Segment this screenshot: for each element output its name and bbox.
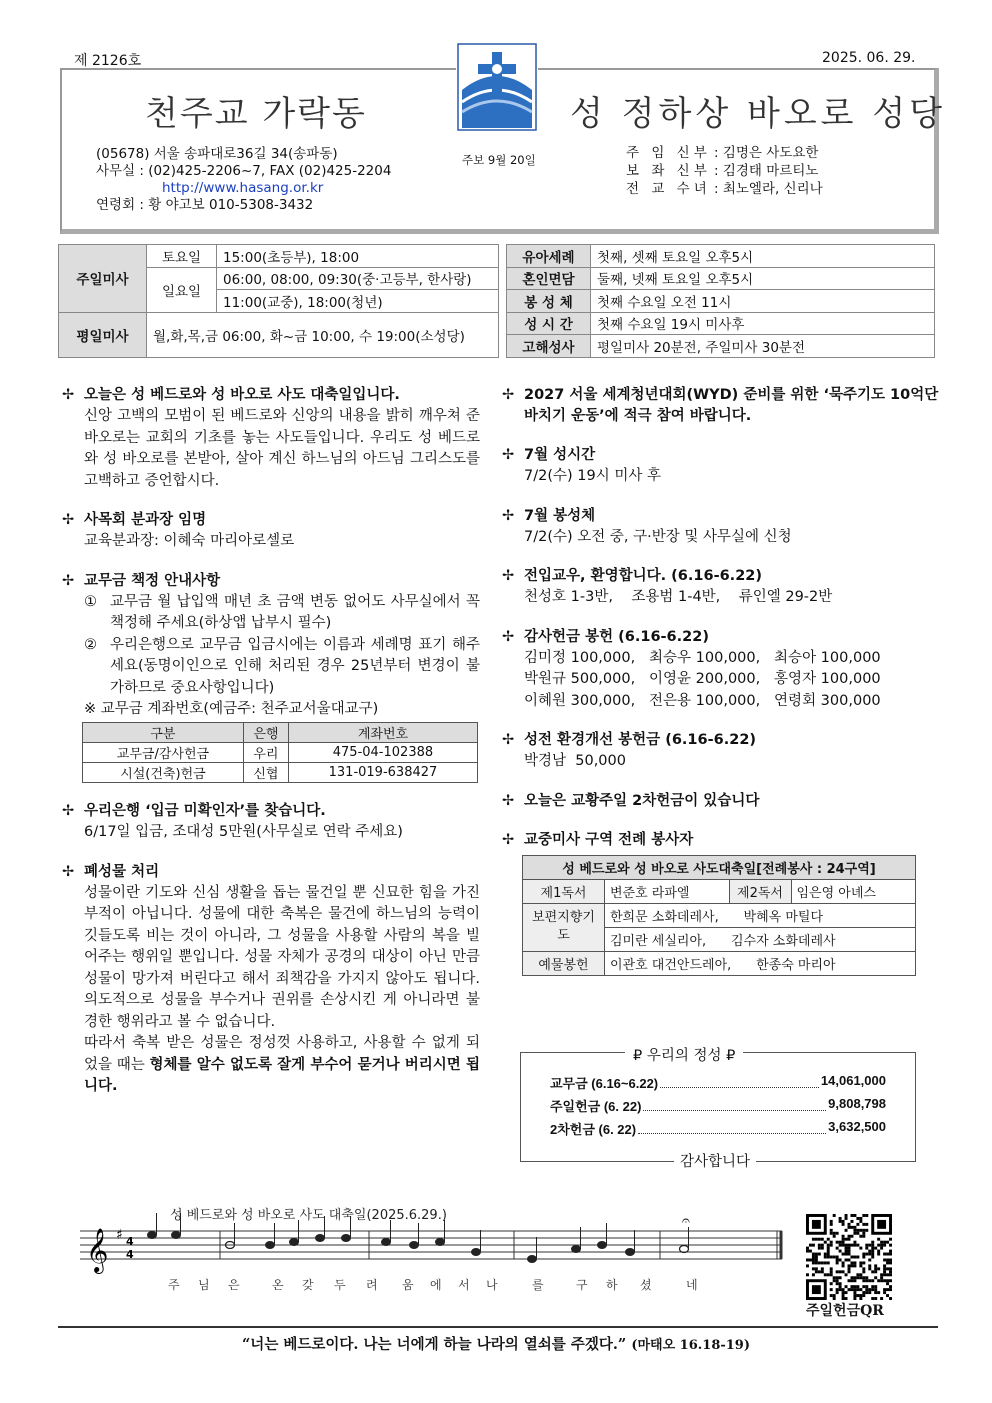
clergy-row (626, 180, 823, 198)
donation-row (550, 1096, 886, 1115)
notice-title: 오늘은 성 베드로와 성 바오로 사도 대축일입니다. (84, 387, 400, 403)
treble-clef-icon: 𝄞 (86, 1228, 109, 1272)
notice-body: 신앙 고백의 모범이 된 베드로와 신앙의 내용을 밝히 깨우쳐 준 바오로는 교회의 기초를 놓는 사도들입니다. 우리도 성 베드로와 성 바오로를 본받아, 살아 계신 하느님의 아드님 그리스도를 고백하고 증언합시다. (84, 408, 480, 489)
lyric-syllable: 주 (168, 1278, 180, 1292)
service-table (522, 855, 916, 976)
cross-icon: ✢ (502, 628, 515, 645)
lyric-syllable: 셨 (640, 1278, 652, 1292)
donation-title: ₽ 우리의 정성 ₽ (625, 1044, 743, 1065)
schedule-label: 봉 성 체 (507, 290, 591, 313)
leader-dots (643, 1096, 826, 1111)
notice-communion (502, 506, 942, 549)
table-cell: 임은영 아녜스 (791, 879, 916, 903)
table-cell: 131-019-638427 (288, 763, 477, 783)
qr-code-icon[interactable] (806, 1214, 892, 1300)
table-cell: 우리 (243, 743, 288, 763)
sunday-mass-label: 주일미사 (59, 245, 147, 313)
cross-icon: ✢ (502, 507, 515, 524)
donation-label: 교무금 (6.16~6.22) (550, 1076, 659, 1091)
sunday-times: 06:00, 08:00, 09:30(중·고등부, 한사랑) (217, 267, 499, 290)
notice-wyd (502, 385, 942, 427)
schedule-value: 첫째 수요일 19시 미사후 (591, 312, 935, 335)
week-label: 주보 9월 20일 (462, 153, 536, 167)
notice-body: 7/2(수) 오전 중, 구·반장 및 사무실에 신청 (524, 528, 792, 545)
cross-icon: ✢ (62, 572, 75, 589)
donation-thanks: 감사합니다 (674, 1150, 756, 1171)
notice-body: 성물이란 기도와 신심 생활을 돕는 물건일 뿐 신묘한 힘을 가진 부적이 아닙니다. 성물에 대한 축복은 물건에 하느님의 능력이 깃들도록 비는 것이 아니라, 그 성물을 사용할 사람의 복을 빌어주는 행위일 뿐입니다. 성물 자체가 공경의 대상이 아닌 만큼 성물이 망가져 버린다고 해서 죄책감을 가지지 않아도 됩니다. 의도적으로 성물을 부수거나 권위를 손상시킨 게 아니라면 불경한 행위라고 볼 수 없습니다. (84, 884, 480, 1030)
parish-logo-icon (456, 42, 538, 132)
note-head (680, 1246, 689, 1253)
notice-holy-hour (502, 445, 942, 488)
note-head (382, 1239, 391, 1246)
notice-bold-text: 형체를 알수 없도록 잘게 부수어 묻거나 버리시면 됩니다. (84, 1056, 480, 1094)
notice-text: 따라서 축복 받은 성물은 정성껏 사용하고, 사용할 수 없게 되었을 때는 (84, 1035, 480, 1073)
donation-label: 주일헌금 (6. 22) (550, 1099, 642, 1114)
lyric-syllable: 서 (458, 1278, 470, 1292)
federation-contact: 연령회 : 황 야고보 010-5308-3432 (96, 197, 314, 213)
sunday-times: 11:00(교중), 18:00(청년) (217, 290, 499, 313)
table-row (83, 743, 478, 763)
table-header: 계좌번호 (288, 723, 477, 743)
address: (05678) 서울 송파대로36길 34(송파동) (96, 146, 338, 162)
item-text: 교무금 월 납입액 매년 초 금액 변동 없어도 사무실에서 꼭 책정해 주세요(하상앱 납부시 필수) (110, 593, 480, 631)
table-header: 구분 (83, 723, 244, 743)
lyric-syllable: 를 (532, 1278, 544, 1292)
notice-title: 2027 서울 세계청년대회(WYD) 준비를 위한 ‘묵주기도 10억단 바치기 운동’에 적극 참여 바랍니다. (524, 387, 939, 424)
donation-label: 2차헌금 (6. 22) (550, 1122, 637, 1137)
website-link[interactable]: http://www.hasang.or.kr (162, 180, 324, 196)
notice-second-collection (502, 791, 942, 812)
cross-icon: ✢ (502, 387, 515, 403)
mass-schedule-table (58, 244, 935, 358)
lyric-syllable: 려 (366, 1278, 378, 1292)
notice-title: 성전 환경개선 봉헌금 (6.16-6.22) (524, 732, 757, 748)
divider (58, 1326, 938, 1328)
dues-item (84, 635, 480, 700)
donation-amount: 14,061,000 (820, 1073, 886, 1088)
sunday-label: 일요일 (147, 267, 217, 312)
table-cell: 제1독서 (523, 879, 605, 903)
notice-dues (62, 571, 480, 784)
note-head (342, 1235, 351, 1242)
schedule-label: 혼인면담 (507, 267, 591, 290)
note-head (472, 1249, 481, 1256)
clergy-name: : 최노엘라, 신리나 (714, 181, 823, 197)
note-head (266, 1242, 275, 1249)
leader-dots (660, 1073, 819, 1088)
cross-icon: ✢ (502, 732, 515, 748)
clergy-row (626, 162, 823, 180)
notice-title: 폐성물 처리 (84, 863, 160, 880)
clergy-name: : 김경태 마르티노 (714, 163, 819, 179)
office-phone: 사무실 : (02)425-2206~7, FAX (02)425-2204 (96, 163, 392, 179)
table-row (523, 879, 916, 903)
notice-title: 7월 봉성체 (524, 507, 596, 524)
schedule-value: 둘째, 넷째 토요일 오후5시 (591, 267, 935, 290)
note-head (598, 1242, 607, 1249)
schedule-label: 성 시 간 (507, 312, 591, 335)
scripture-quote (0, 1333, 992, 1354)
cross-icon: ✢ (502, 831, 515, 848)
lyric-syllable: 움 (402, 1278, 414, 1292)
table-cell: 보편지향기도 (523, 903, 605, 951)
account-table (82, 722, 478, 783)
notice-title: 전입교우, 환영합니다. (6.16-6.22) (524, 568, 762, 584)
clergy-row (626, 144, 823, 162)
quote-text: “너는 베드로이다. 나는 너에게 하늘 나라의 열쇠를 주겠다.” (241, 1336, 627, 1353)
cross-icon: ✢ (502, 792, 515, 809)
notice-body: 7/2(수) 19시 미사 후 (524, 468, 661, 484)
cross-icon: ✢ (62, 863, 75, 880)
time-signature: 4 (126, 1248, 134, 1261)
notice-service (502, 830, 942, 976)
clergy-name: : 김명은 사도요한 (714, 145, 819, 161)
donor-row: 박원규 500,000, 이영윤 200,000, 홍영자 100,000 (524, 671, 881, 687)
cross-icon: ✢ (502, 568, 515, 584)
table-row (523, 903, 916, 927)
notice-feast (62, 385, 480, 492)
table-cell: 교무금/감사헌금 (83, 743, 244, 763)
table-row (83, 763, 478, 783)
clergy-list (626, 144, 823, 198)
sharp-icon: ♯ (116, 1227, 123, 1243)
parish-name-left: 천주교 가락동 (145, 94, 367, 134)
lyric-syllable: 은 (228, 1278, 240, 1292)
table-header: 성 베드로와 성 바오로 사도대축일[전례봉사 : 24구역] (523, 855, 916, 879)
notice-disposal (62, 862, 480, 1098)
item-number: ① (84, 593, 97, 610)
notice-environment (502, 730, 942, 773)
weekday-times: 월,화,목,금 06:00, 화~금 10:00, 수 19:00(소성당) (147, 312, 499, 357)
notice-body: 천성호 1-3반, 조용범 1-4반, 류인엘 29-2반 (524, 589, 833, 605)
notice-council (62, 510, 480, 553)
donation-row (550, 1073, 886, 1092)
table-cell: 475-04-102388 (288, 743, 477, 763)
note-head (410, 1242, 419, 1249)
right-column (502, 385, 942, 994)
lyric-syllable: 나 (486, 1278, 498, 1292)
item-number: ② (84, 636, 97, 653)
notice-title: 감사헌금 봉헌 (6.16-6.22) (524, 628, 709, 645)
schedule-value: 첫째, 셋째 토요일 오후5시 (591, 245, 935, 268)
table-cell: 김미란 세실리아, 김수자 소화데레사 (605, 927, 916, 951)
address-block (96, 146, 391, 214)
notice-title: 교중미사 구역 전례 봉사자 (524, 831, 694, 848)
notice-bank (62, 801, 480, 844)
leader-dots (638, 1119, 826, 1134)
table-cell: 신협 (243, 763, 288, 783)
note-head (572, 1246, 581, 1253)
lyric-syllable: 구 (576, 1278, 588, 1292)
lyric-syllable: 온 (272, 1278, 284, 1292)
notice-body: 교육분과장: 이혜숙 마리아로셀로 (84, 533, 295, 549)
notice-newcomers (502, 566, 942, 609)
notice-title: 오늘은 교황주일 2차헌금이 있습니다 (524, 792, 760, 809)
note-head (172, 1232, 181, 1239)
lyric-syllable: 네 (686, 1278, 698, 1292)
note-head (436, 1239, 445, 1246)
issue-number: 제 2126호 (74, 53, 142, 69)
notice-title: 우리은행 ‘입금 미확인자’를 찾습니다. (84, 803, 326, 819)
fermata-icon: 𝄐 (682, 1213, 690, 1229)
note-head (626, 1249, 635, 1256)
lyrics (168, 1277, 698, 1292)
notice-title: 사목회 분과장 임명 (84, 512, 207, 528)
clergy-role: 보 좌 신부 (626, 163, 711, 179)
time-signature: 4 (126, 1235, 134, 1248)
notice-body-2 (62, 1033, 480, 1098)
cross-icon: ✢ (62, 512, 75, 528)
table-cell: 변준호 라파엘 (605, 879, 730, 903)
table-cell: 제2독서 (729, 879, 791, 903)
parish-name-right: 성 정하상 바오로 성당 (570, 94, 947, 134)
donor-row: 이혜원 300,000, 전은용 100,000, 연령회 300,000 (524, 692, 881, 709)
qr-label: 주일헌금QR (806, 1303, 884, 1319)
issue-date: 2025. 06. 29. (822, 50, 916, 66)
note-head (290, 1239, 299, 1246)
notice-title: 7월 성시간 (524, 447, 596, 463)
lyric-syllable: 에 (430, 1278, 442, 1292)
lyric-syllable: 갖 (302, 1278, 314, 1292)
score-title: 성 베드로와 성 바오로 사도 대축일(2025.6.29.) (170, 1208, 447, 1223)
dues-item (84, 592, 480, 635)
music-score (80, 1205, 792, 1305)
clergy-role: 주 임 신부 (626, 145, 711, 161)
cross-icon: ✢ (502, 447, 515, 463)
weekday-mass-label: 평일미사 (59, 312, 147, 357)
cross-icon: ✢ (62, 803, 75, 819)
notice-body: 6/17일 입금, 조대성 5만원(사무실로 연락 주세요) (84, 824, 403, 840)
donation-amount: 9,808,798 (828, 1096, 886, 1111)
lyric-syllable: 두 (334, 1278, 346, 1292)
schedule-label: 고해성사 (507, 335, 591, 358)
note-head (148, 1232, 157, 1239)
schedule-value: 평일미사 20분전, 주일미사 30분전 (591, 335, 935, 358)
donation-amount: 3,632,500 (828, 1119, 886, 1134)
table-cell: 이관호 대건안드레아, 한종숙 마리아 (605, 951, 916, 975)
account-note: ※ 교무금 계좌번호(예금주: 천주교서울대교구) (84, 701, 379, 717)
schedule-label: 유아세례 (507, 245, 591, 268)
lyric-syllable: 하 (606, 1278, 618, 1292)
table-cell: 예물봉헌 (523, 951, 605, 975)
donor-row: 김미정 100,000, 최승우 100,000, 최승아 100,000 (524, 649, 881, 666)
table-row (523, 951, 916, 975)
notice-title: 교무금 책정 안내사항 (84, 572, 221, 589)
notice-body: 박경남 50,000 (524, 753, 626, 769)
lyric-syllable: 님 (198, 1278, 210, 1292)
staff-lines (80, 1231, 782, 1259)
table-cell: 한희문 소화데레사, 박혜옥 마틸다 (605, 903, 916, 927)
table-header: 은행 (243, 723, 288, 743)
saturday-label: 토요일 (147, 245, 217, 268)
schedule-value: 첫째 수요일 오전 11시 (591, 290, 935, 313)
saturday-times: 15:00(초등부), 18:00 (217, 245, 499, 268)
left-column (62, 385, 480, 1116)
donation-row (550, 1119, 886, 1138)
notice-thanks-offering (502, 627, 942, 713)
note-head (528, 1256, 537, 1263)
note-head (316, 1235, 325, 1242)
cross-icon: ✢ (62, 387, 75, 403)
item-text: 우리은행으로 교무금 입금시에는 이름과 세례명 표기 해주세요(동명이인으로 인해 처리된 경우 25년부터 변경이 불가하므로 중요사항입니다) (110, 636, 480, 696)
clergy-role: 전 교 수녀 (626, 181, 711, 197)
quote-reference: (마태오 16.18-19) (631, 1338, 751, 1353)
table-cell: 시설(건축)헌금 (83, 763, 244, 783)
